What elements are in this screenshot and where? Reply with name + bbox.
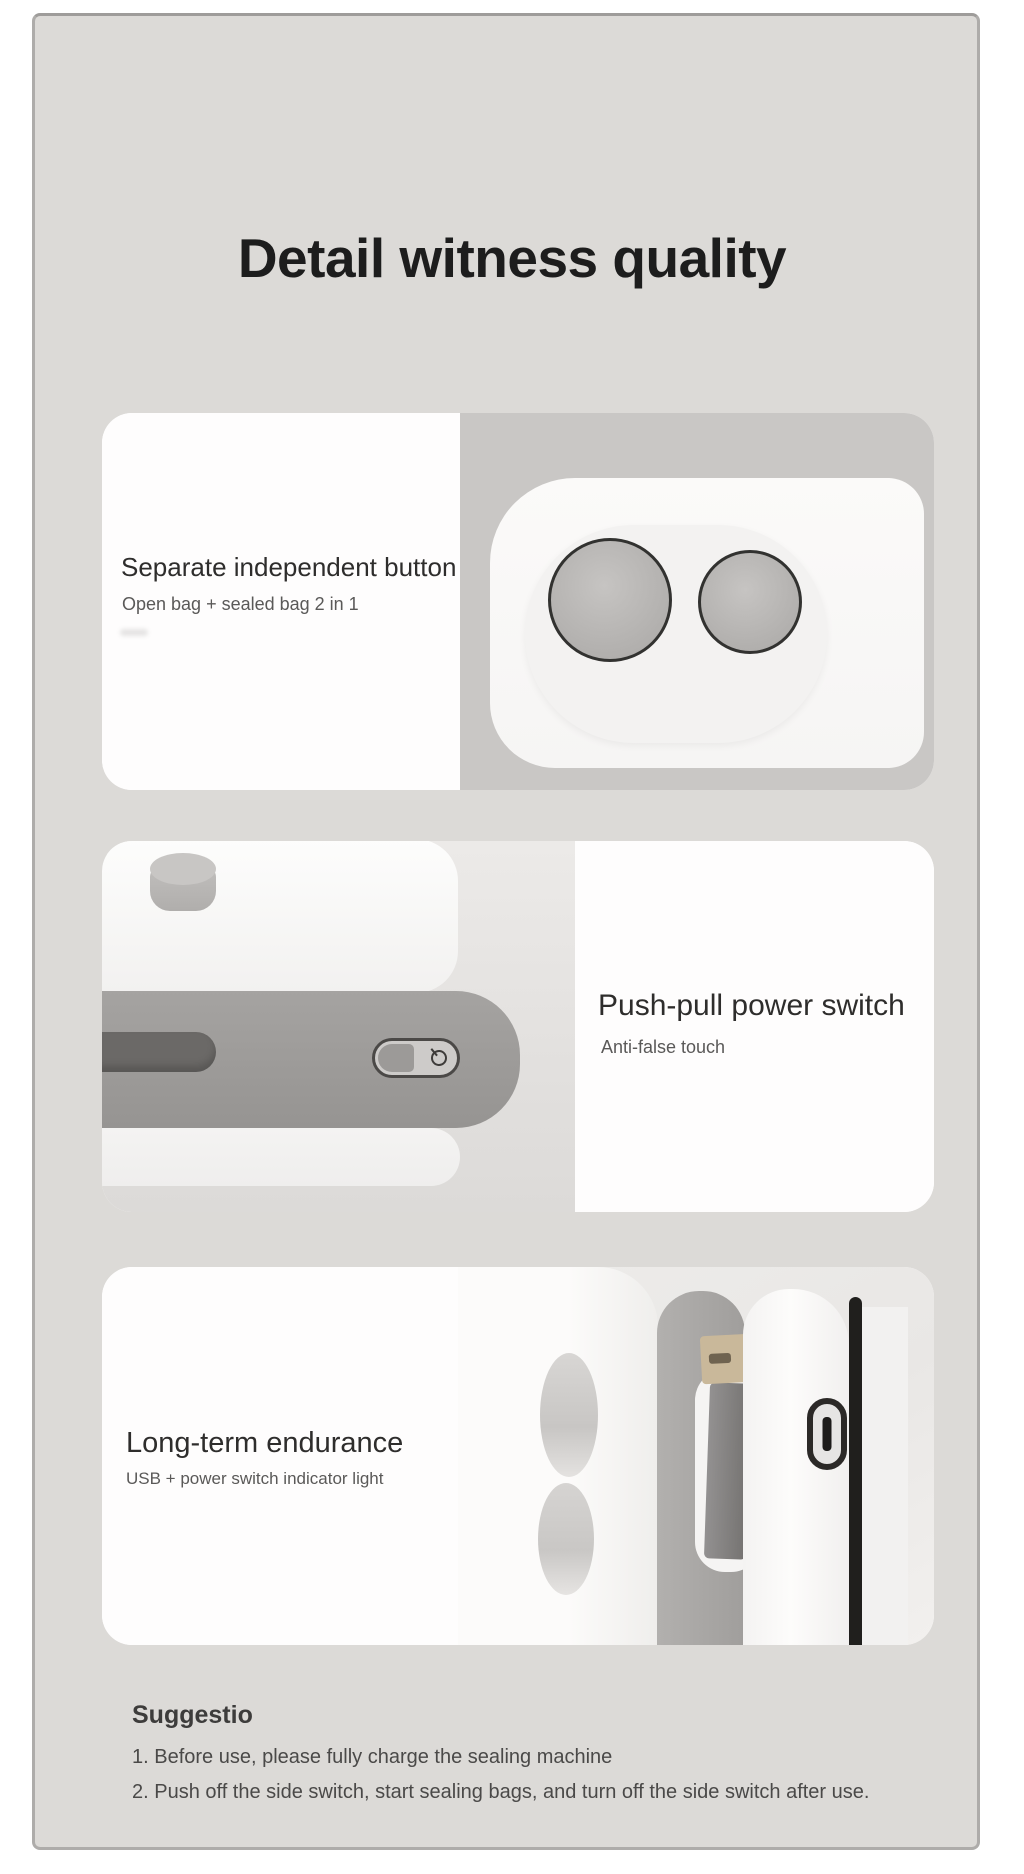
- roller-pad-bottom: [538, 1483, 594, 1595]
- feature-text-pane: [102, 413, 460, 790]
- usb-c-port: [807, 1398, 847, 1470]
- seal-button: [548, 538, 672, 662]
- feature-text-pane: [575, 841, 934, 1212]
- suggestion-heading: Suggestio: [132, 1701, 253, 1729]
- feature-text-pane: [102, 1267, 458, 1645]
- feature-card-buttons: [102, 413, 934, 790]
- photo-artifact: [120, 629, 148, 636]
- product-photo-side-switch: [102, 841, 575, 1212]
- seal-slot: [102, 1032, 216, 1072]
- device-bottom-strip: [102, 1128, 460, 1186]
- feature-subtitle: Anti-false touch: [601, 1037, 726, 1057]
- suggestion-item-1: 1. Before use, please fully charge the sealing machine: [132, 1746, 613, 1768]
- roller-pad-top: [540, 1353, 598, 1477]
- feature-title: Separate independent button: [121, 552, 457, 582]
- power-switch: [372, 1038, 460, 1078]
- device-edge-highlight: [862, 1307, 908, 1645]
- feature-title: Long-term endurance: [126, 1427, 404, 1459]
- suggestion-item-2: 2. Push off the side switch, start sealing bags, and turn off the side switch after use.: [132, 1781, 870, 1803]
- feature-subtitle: Open bag + sealed bag 2 in 1: [122, 594, 359, 614]
- page-title: Detail witness quality: [237, 227, 787, 289]
- power-icon: [426, 1045, 451, 1070]
- open-bag-button: [698, 550, 802, 654]
- product-photo-dual-buttons: [460, 413, 934, 790]
- product-photo-usb-port: [458, 1267, 934, 1645]
- usb-c-slot: [823, 1417, 832, 1451]
- top-button-cap: [150, 853, 216, 885]
- heater-clip-mark: [709, 1353, 731, 1364]
- black-trim: [849, 1297, 862, 1645]
- feature-title: Push-pull power switch: [598, 989, 905, 1022]
- feature-card-power-switch: [102, 841, 934, 1212]
- feature-card-endurance: [102, 1267, 934, 1645]
- feature-subtitle: USB + power switch indicator light: [126, 1469, 384, 1488]
- switch-knob: [378, 1044, 414, 1072]
